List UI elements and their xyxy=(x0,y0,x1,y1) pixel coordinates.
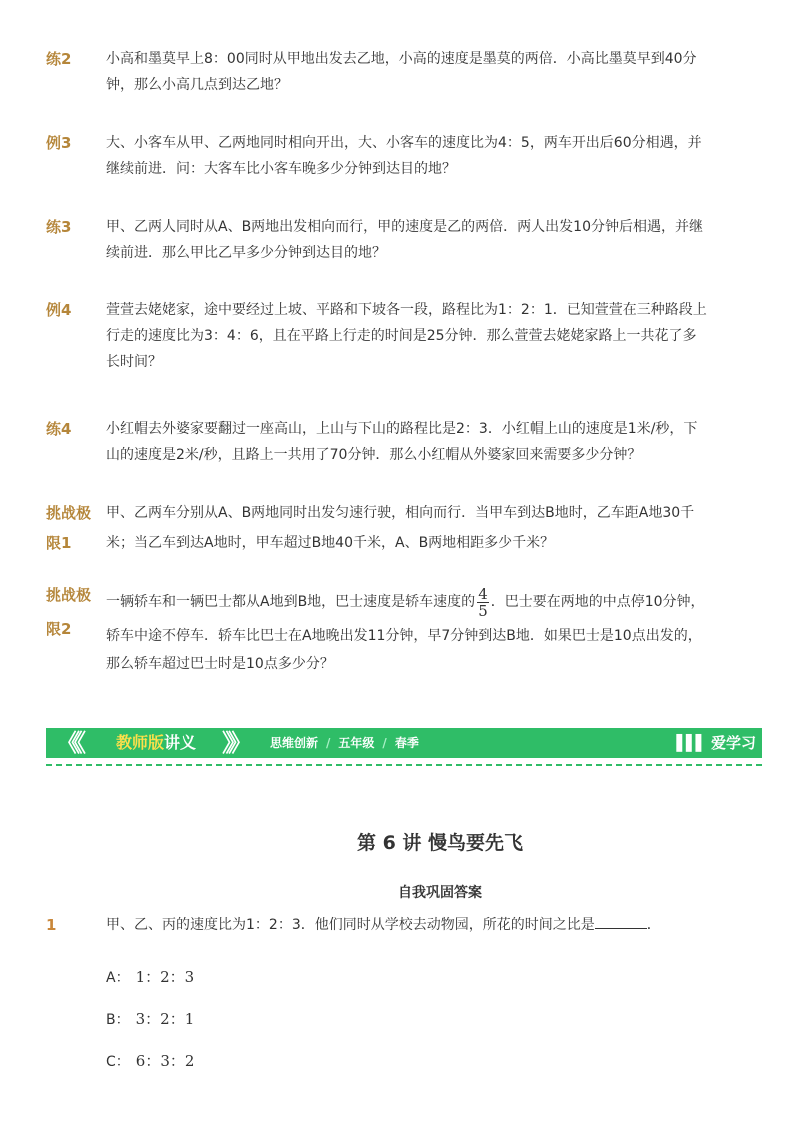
problem-line: 大、小客车从甲、乙两地同时相向开出，大、小客车的速度比为4：5，两车开出后60分相遇，并 xyxy=(106,135,702,151)
problem-line: 续前进．那么甲比乙早多少分钟到达目的地？ xyxy=(106,245,386,261)
problem-label: 例3 xyxy=(46,134,72,152)
answer-blank xyxy=(595,914,647,929)
choice-c[interactable] xyxy=(106,1051,194,1072)
problem-line: 萱萱去姥姥家，途中要经过上坡、平路和下坡各一段，路程比为1：2：1．已知萱萱在三种路段上 xyxy=(106,302,707,318)
problem-line: 行走的速度比为3：4：6，且在平路上行走的时间是25分钟．那么萱萱去姥姥家路上一共花了多 xyxy=(106,328,697,344)
choice-a[interactable] xyxy=(106,967,194,988)
problem-label-line: 限2 xyxy=(46,620,72,638)
problem-text xyxy=(106,130,710,182)
problem-label-line: 挑战极 xyxy=(46,504,92,522)
banner-separator: / xyxy=(326,736,331,750)
question-number: 1 xyxy=(46,916,57,934)
choice-b[interactable] xyxy=(106,1009,194,1030)
problem-text xyxy=(106,297,710,375)
problem-line: 山的速度是2米/秒，且路上一共用了70分钟．那么小红帽从外婆家回来需要多少分钟？ xyxy=(106,447,642,463)
problem-line: 甲、乙两车分别从A、B两地同时出发匀速行驶，相向而行．当甲车到达B地时，乙车距A地30千 xyxy=(106,505,695,521)
fraction-denominator: 5 xyxy=(478,601,488,620)
problem-line: 小红帽去外婆家要翻过一座高山，上山与下山的路程比是2：3．小红帽上山的速度是1米/秒，下 xyxy=(106,421,698,437)
banner-title xyxy=(116,732,196,754)
logo-text: 爱学习 xyxy=(710,734,756,752)
problem-line: 那么轿车超过巴士时是10点多少分？ xyxy=(106,656,334,672)
choice-letter: C： xyxy=(106,1054,130,1070)
problem-line-part: 一辆轿车和一辆巴士都从A地到B地，巴士速度是轿车速度的 xyxy=(106,594,476,610)
problem-text xyxy=(106,416,710,468)
problem-line: 钟，那么小高几点到达乙地？ xyxy=(106,77,288,93)
problem-text xyxy=(106,582,710,678)
choice-letter: B： xyxy=(106,1012,130,1028)
problem-label-line: 限1 xyxy=(46,534,72,552)
fraction-numerator: 4 xyxy=(478,584,488,603)
teacher-banner xyxy=(46,728,762,758)
problem-line-part: ．巴士要在两地的中点停10分钟， xyxy=(490,594,705,610)
chevron-right-icon: 》》 xyxy=(222,729,246,757)
problem-line xyxy=(106,582,710,622)
banner-title-highlight: 教师版 xyxy=(116,733,165,752)
chapter-title: 第 6 讲 慢鸟要先飞 xyxy=(356,832,524,854)
dashed-divider xyxy=(46,764,762,766)
fraction xyxy=(477,586,489,619)
problem-label-line: 挑战极 xyxy=(46,586,92,604)
choice-value: 1：2：3 xyxy=(135,968,195,986)
choice-value: 6：3：2 xyxy=(135,1052,195,1070)
problem-label: 练3 xyxy=(46,218,72,236)
problem-label xyxy=(46,582,106,642)
problem-text xyxy=(106,500,710,556)
problem-line: 轿车中途不停车．轿车比巴士在A地晚出发11分钟，早7分钟到达B地．如果巴士是10点出发的， xyxy=(106,628,702,644)
banner-separator: / xyxy=(382,736,387,750)
problem-label: 练4 xyxy=(46,420,72,438)
question-line-part: 甲、乙、丙的速度比为1：2：3．他们同时从学校去动物园，所花的时间之比是 xyxy=(106,917,595,933)
section-title: 自我巩固答案 xyxy=(398,885,482,901)
problem-line: 米；当乙车到达A地时，甲车超过B地40千米，A、B两地相距多少千米？ xyxy=(106,535,555,551)
question-text xyxy=(106,912,710,938)
choice-value: 3：2：1 xyxy=(135,1010,195,1028)
question-line xyxy=(106,912,710,938)
problem-label: 练2 xyxy=(46,50,72,68)
problem-line: 小高和墨莫早上8：00同时从甲地出发去乙地，小高的速度是墨莫的两倍．小高比墨莫早到40分 xyxy=(106,51,697,67)
problem-label: 例4 xyxy=(46,301,72,319)
problem-line: 长时间？ xyxy=(106,354,162,370)
problem-line: 甲、乙两人同时从A、B两地出发相向而行，甲的速度是乙的两倍．两人出发10分钟后相遇，并继 xyxy=(106,219,703,235)
brand-logo xyxy=(676,731,756,755)
logo-mark-icon: ▌▌▌ xyxy=(676,734,705,752)
banner-subtitle xyxy=(270,734,419,752)
choice-letter: A： xyxy=(106,970,130,986)
banner-subtitle-item: 春季 xyxy=(394,736,419,750)
problem-line: 继续前进．问：大客车比小客车晚多少分钟到达目的地？ xyxy=(106,161,456,177)
banner-subtitle-item: 五年级 xyxy=(338,736,375,750)
problem-text xyxy=(106,46,710,98)
question-line-part: ． xyxy=(646,917,661,933)
problem-text xyxy=(106,214,710,266)
chevron-left-icon: 《《 xyxy=(56,729,80,757)
problem-label xyxy=(46,500,106,556)
banner-subtitle-item: 思维创新 xyxy=(270,736,319,750)
banner-title-rest: 讲义 xyxy=(164,733,197,752)
